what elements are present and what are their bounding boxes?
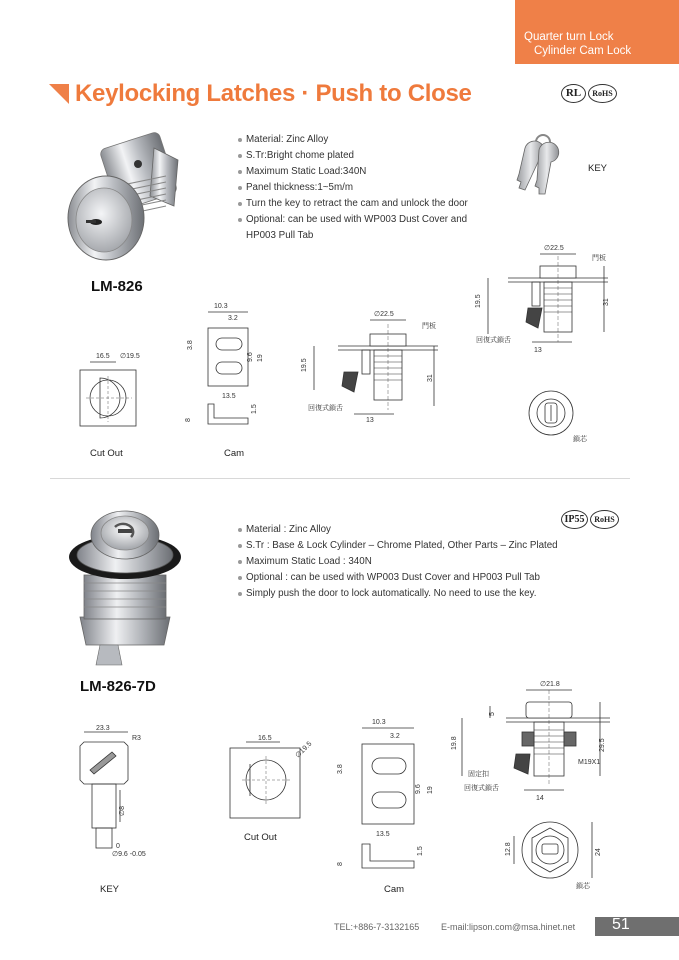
lm826-7d-cutout-label: Cut Out: [244, 832, 277, 843]
dim-text: 9.6: [415, 784, 422, 794]
category-line-2: Cylinder Cam Lock: [534, 45, 632, 57]
dim-text: 8: [337, 862, 344, 866]
lm826-7d-key-label: KEY: [100, 884, 120, 895]
dim-text: ∅19.5: [294, 740, 314, 760]
page-number-bar: [595, 917, 679, 936]
lm826-7d-cutout-drawing: [220, 730, 320, 830]
core-note: 鎖芯: [576, 883, 590, 890]
lm826-section-drawing-top: [468, 238, 618, 358]
dim-text: ∅9.6 -0.05: [112, 851, 146, 858]
lm826-7d-face-drawing: [498, 812, 618, 892]
dim-text: 1.5: [417, 846, 424, 856]
dim-text: 9.6: [247, 352, 254, 362]
lm826-7d-cam-drawing: [332, 716, 442, 882]
core-note: 鎖芯: [573, 436, 587, 443]
lm826-7d-key-drawing: [76, 722, 166, 872]
dim-text: 23.3: [96, 725, 110, 732]
lm826-section-drawing-side: [298, 306, 448, 426]
dim-text: 19.5: [475, 294, 482, 308]
footer-tel: TEL:+886-7-3132165: [334, 922, 420, 932]
cam-note: 回復式鎖舌: [308, 405, 343, 412]
spec-item: Material : Zinc Alloy: [238, 522, 558, 538]
lm826-7d-section-drawing: [450, 676, 620, 806]
lm826-cam-label: Cam: [224, 448, 245, 459]
dim-text: 24: [595, 848, 602, 856]
fix-note: 固定扣: [468, 771, 489, 778]
spec-item: Maximum Static Load : 340N: [238, 554, 558, 570]
lm826-7d-cam-label: Cam: [384, 884, 405, 895]
dim-text: M19X1: [578, 759, 601, 766]
dim-text: 10.3: [372, 719, 386, 726]
dim-text: ∅21.8: [540, 681, 560, 688]
spec-item: Turn the key to retract the cam and unlock the door: [238, 196, 468, 212]
category-line-1: Quarter turn Lock: [524, 31, 614, 43]
spec-item: Simply push the door to lock automatically. No need to use the key.: [238, 586, 558, 602]
title-marker-icon: [49, 84, 69, 104]
lm826-7d-product-photo: [60, 505, 190, 675]
footer-email: E-mail:lipson.com@msa.hinet.net: [441, 922, 576, 932]
spec-item: Optional : can be used with WP003 Dust Cover and HP003 Pull Tab: [238, 570, 558, 586]
door-note: 門板: [422, 323, 436, 330]
spec-item-continued: HP003 Pull Tab: [246, 230, 314, 241]
lm826-7d-spec-list: [238, 522, 558, 602]
spec-item: S.Tr : Base & Lock Cylinder – Chrome Plated, Other Parts – Zinc Plated: [238, 538, 558, 554]
cam-note: 回復式鎖舌: [464, 785, 499, 792]
rl-cert-badge: RL: [561, 84, 586, 103]
dim-text: 1.5: [251, 404, 258, 414]
ip55-cert-badge: IP55: [561, 510, 588, 529]
dim-text: 3.2: [228, 315, 238, 322]
dim-text: 13: [534, 347, 542, 354]
rohs-cert-badge: RoHS: [590, 510, 619, 529]
spec-item: Material: Zinc Alloy: [238, 132, 468, 148]
dim-text: 31: [603, 298, 610, 306]
dim-text: 12.8: [505, 842, 512, 856]
dim-text: 3.2: [390, 733, 400, 740]
spec-item: Panel thickness:1~5m/m: [238, 180, 468, 196]
page-number: 51: [612, 916, 630, 933]
dim-text: 8: [185, 418, 192, 422]
dim-text: 19: [427, 786, 434, 794]
lm826-model-label: LM-826: [91, 278, 143, 295]
dim-text: 16.5: [96, 353, 110, 360]
lm826-spec-list: [238, 132, 468, 244]
page-title: Keylocking Latches · Push to Close: [75, 80, 472, 107]
dim-text: 0: [116, 843, 120, 850]
dim-text: ∅19.5: [120, 353, 140, 360]
dim-text: 13: [366, 417, 374, 424]
dim-text: 13.5: [376, 831, 390, 838]
spec-item: Optional: can be used with WP003 Dust Cover and: [238, 212, 468, 228]
dim-text: 14: [536, 795, 544, 802]
rohs-cert-badge: RoHS: [588, 84, 617, 103]
lm826-7d-model-label: LM-826-7D: [80, 678, 156, 695]
dim-text: 19.5: [301, 358, 308, 372]
lm826-product-photo: [46, 118, 186, 278]
dim-text: 13.5: [222, 393, 236, 400]
lm826-keys-photo: [505, 132, 565, 202]
dim-text: 29.5: [599, 738, 606, 752]
dim-text: 31: [427, 374, 434, 382]
dim-text: 19: [257, 354, 264, 362]
dim-text: ∅22.5: [544, 245, 564, 252]
lm826-cutout-label: Cut Out: [90, 448, 123, 459]
dim-text: ∅22.5: [374, 311, 394, 318]
dim-text: 3.8: [337, 764, 344, 774]
category-tab: [515, 0, 679, 64]
door-note: 門板: [592, 255, 606, 262]
spec-item: S.Tr:Bright chome plated: [238, 148, 468, 164]
dim-text: 16.5: [258, 735, 272, 742]
dim-text: 10.3: [214, 303, 228, 310]
dim-text: 19.8: [451, 736, 458, 750]
lm826-face-drawing: [515, 385, 595, 445]
dim-text: 3.8: [187, 340, 194, 350]
lm826-key-label: KEY: [588, 163, 608, 174]
dim-text: R3: [132, 735, 141, 742]
lm826-cam-drawing: [184, 300, 264, 440]
cam-note: 回復式鎖舌: [476, 337, 511, 344]
dim-text: ∅8: [119, 806, 126, 816]
section-divider: [50, 478, 630, 479]
lm826-cutout-drawing: [70, 340, 150, 440]
dim-text: 5: [489, 712, 496, 716]
spec-item: Maximum Static Load:340N: [238, 164, 468, 180]
